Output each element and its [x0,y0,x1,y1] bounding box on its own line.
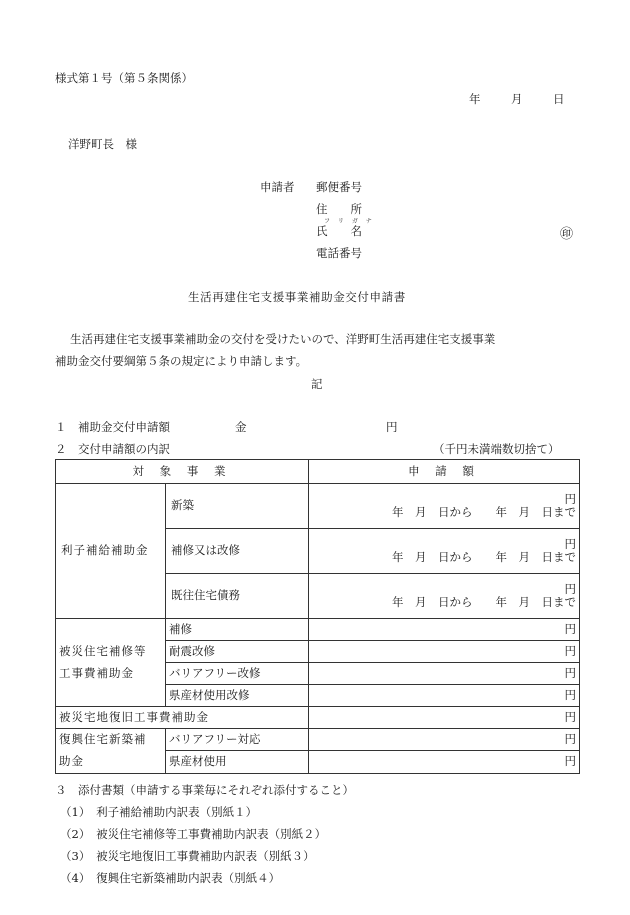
item3-label: ３ 添付書類（申請する事業毎にそれぞれ添付すること） [55,783,354,797]
furigana-label: フ リ ガ ナ [324,218,375,225]
applicant-label: 申請者 [260,180,295,194]
seal-mark: ㊞ [560,227,574,242]
header-target-project: 対 象 事 業 [56,460,309,484]
table-header [56,460,580,484]
category-repair-subsidy [56,619,166,707]
sub-item-label: バリアフリー改修 [166,663,309,685]
sub-item-label: 新築 [166,484,309,529]
category-line: 工事費補助金 [59,665,134,680]
sub-item-label: バリアフリー対応 [166,729,309,751]
category-land-restoration: 被災宅地復旧工事費補助金 [56,707,309,729]
table-row [56,484,580,529]
period-label: 年 月 日から 年 月 日まで [392,550,576,564]
date-day-label: 日 [553,92,565,106]
sub-item-label: 補修 [166,619,309,641]
addressee: 洋野町長 様 [68,137,137,151]
yen-unit: 円 [564,536,576,551]
body-text-line1: 生活再建住宅支援事業補助金の交付を受けたいので、洋野町生活再建住宅支援事業 [70,332,496,346]
date-month-label: 月 [511,92,523,106]
item2-label: ２ 交付申請額の内訳 [55,442,170,456]
yen-unit: 円 [309,685,580,707]
date-year-label: 年 [469,92,481,106]
form-number: 様式第１号（第５条関係） [55,71,193,85]
attachment-item: （1） 利子補給補助内訳表（別紙１） [60,805,258,819]
yen-unit: 円 [564,581,576,596]
item1-kin: 金 [235,420,247,434]
item1-label: １ 補助金交付申請額 [55,420,170,434]
sub-item-label: 耐震改修 [166,641,309,663]
category-line: 助金 [59,753,84,768]
sub-item-label: 既往住宅債務 [166,574,309,619]
yen-unit: 円 [309,707,580,729]
attachment-item: （4） 復興住宅新築補助内訳表（別紙４） [60,871,281,885]
address-label: 住 所 [316,202,362,216]
postal-code-label: 郵便番号 [316,180,362,194]
item1-yen: 円 [386,420,398,434]
ki-mark: 記 [311,377,323,391]
table-row [56,619,580,641]
attachment-item: （3） 被災宅地復旧工事費補助内訳表（別紙３） [60,849,315,863]
breakdown-table [55,459,580,774]
amount-cell [309,529,580,574]
sub-item-label: 県産材使用 [166,751,309,773]
table-row [56,707,580,729]
item2-note: （千円未満端数切捨て） [433,442,560,456]
attachment-item: （2） 被災住宅補修等工事費補助内訳表（別紙２） [60,827,327,841]
yen-unit: 円 [309,619,580,641]
yen-unit: 円 [309,729,580,751]
amount-cell [309,574,580,619]
period-label: 年 月 日から 年 月 日まで [392,505,576,519]
phone-label: 電話番号 [316,246,362,260]
sub-item-label: 県産材使用改修 [166,685,309,707]
sub-item-label: 補修又は改修 [166,529,309,574]
yen-unit: 円 [309,663,580,685]
category-new-housing-subsidy [56,729,166,774]
category-line: 被災住宅補修等 [59,643,147,658]
header-application-amount: 申 請 額 [309,460,580,484]
name-label: 氏 名 [316,224,362,238]
yen-unit: 円 [309,751,580,773]
category-line: 復興住宅新築補 [59,732,147,746]
category-interest-subsidy: 利子補給補助金 [56,484,166,619]
amount-cell [309,484,580,529]
yen-unit: 円 [309,641,580,663]
body-text-line2: 補助金交付要綱第５条の規定により申請します。 [55,354,308,368]
yen-unit: 円 [564,491,576,506]
period-label: 年 月 日から 年 月 日まで [392,595,576,609]
table-row [56,729,580,751]
document-title: 生活再建住宅支援事業補助金交付申請書 [188,290,406,304]
